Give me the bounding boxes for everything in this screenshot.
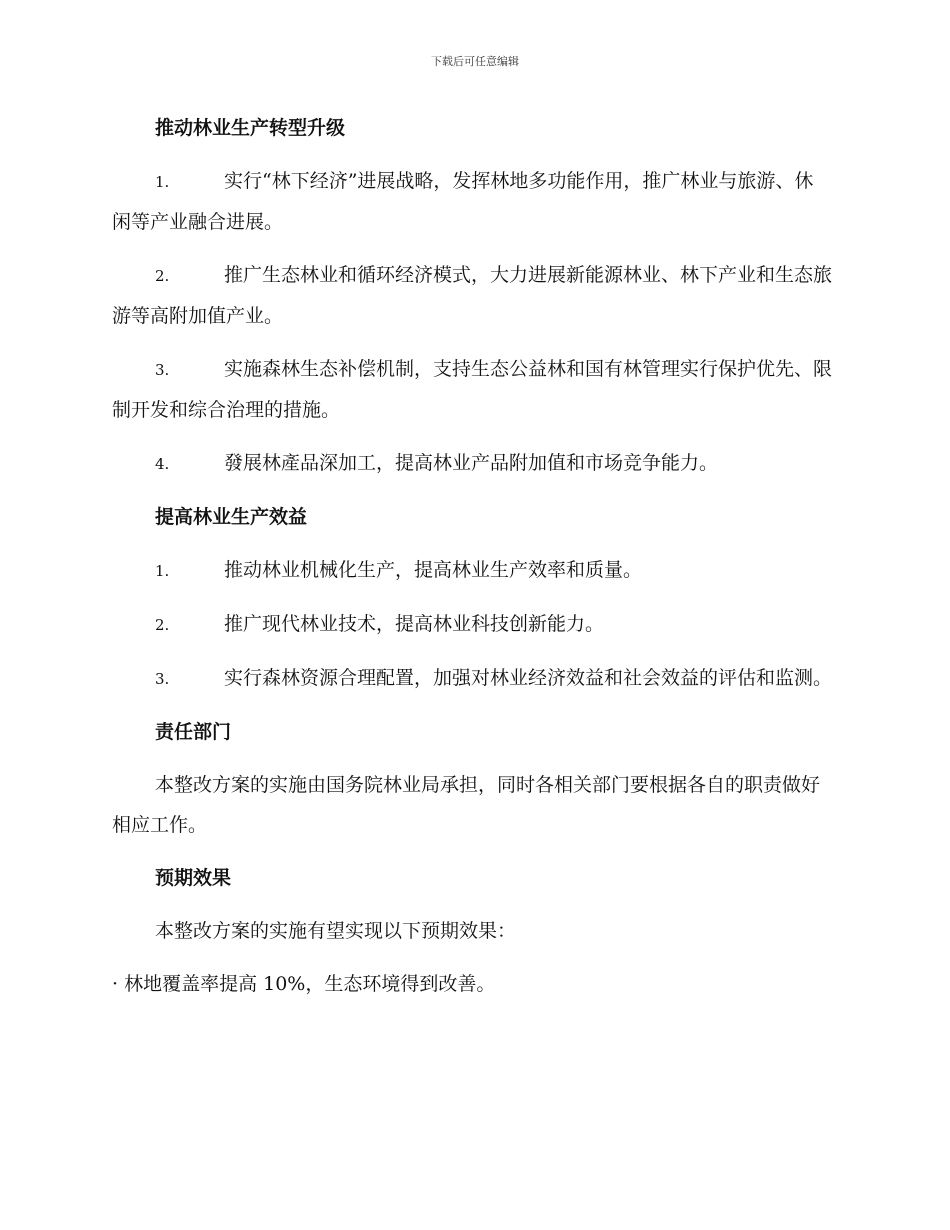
bullet-item: · 林地覆盖率提高 10%，生态环境得到改善。	[112, 973, 496, 995]
list-text: 实行“林下经济”进展战略，发挥林地多功能作用，推广林业与旅游、休闲等产业融合进展。	[112, 170, 814, 233]
list-number: 1.	[155, 173, 170, 191]
list-number: 2.	[155, 267, 170, 285]
list-text: 發展林產品深加工，提高林业产品附加值和市场竞争能力。	[224, 452, 719, 474]
list-item	[112, 550, 832, 591]
list-item	[112, 161, 832, 242]
section-heading: 预期效果	[155, 867, 232, 889]
section-heading: 责任部门	[155, 721, 232, 743]
list-text: 推广现代林业技术，提高林业科技创新能力。	[224, 613, 605, 635]
list-item	[112, 255, 832, 336]
section-heading: 提高林业生产效益	[155, 506, 308, 528]
list-text: 推广生态林业和循环经济模式，大力进展新能源林业、林下产业和生态旅游等高附加值产业。	[112, 264, 833, 327]
list-number: 2.	[155, 616, 170, 634]
list-item	[112, 658, 832, 699]
list-number: 3.	[155, 361, 170, 379]
list-text: 实行森林资源合理配置，加强对林业经济效益和社会效益的评估和监测。	[224, 667, 833, 689]
list-item	[112, 443, 832, 484]
list-item	[112, 349, 832, 430]
body-paragraph: 本整改方案的实施由国务院林业局承担，同时各相关部门要根据各自的职责做好相应工作。	[112, 774, 821, 836]
page-header: 下载后可任意编辑	[431, 55, 519, 68]
list-item	[112, 604, 832, 645]
list-number: 4.	[155, 455, 170, 473]
body-paragraph: 本整改方案的实施有望实现以下预期效果：	[155, 920, 517, 942]
list-number: 3.	[155, 670, 170, 688]
section-heading: 推动林业生产转型升级	[155, 117, 346, 139]
list-text: 推动林业机械化生产，提高林业生产效率和质量。	[224, 559, 643, 581]
list-number: 1.	[155, 562, 170, 580]
list-text: 实施森林生态补偿机制，支持生态公益林和国有林管理实行保护优先、限制开发和综合治理的措施。	[112, 358, 833, 421]
document-body	[112, 108, 832, 1017]
